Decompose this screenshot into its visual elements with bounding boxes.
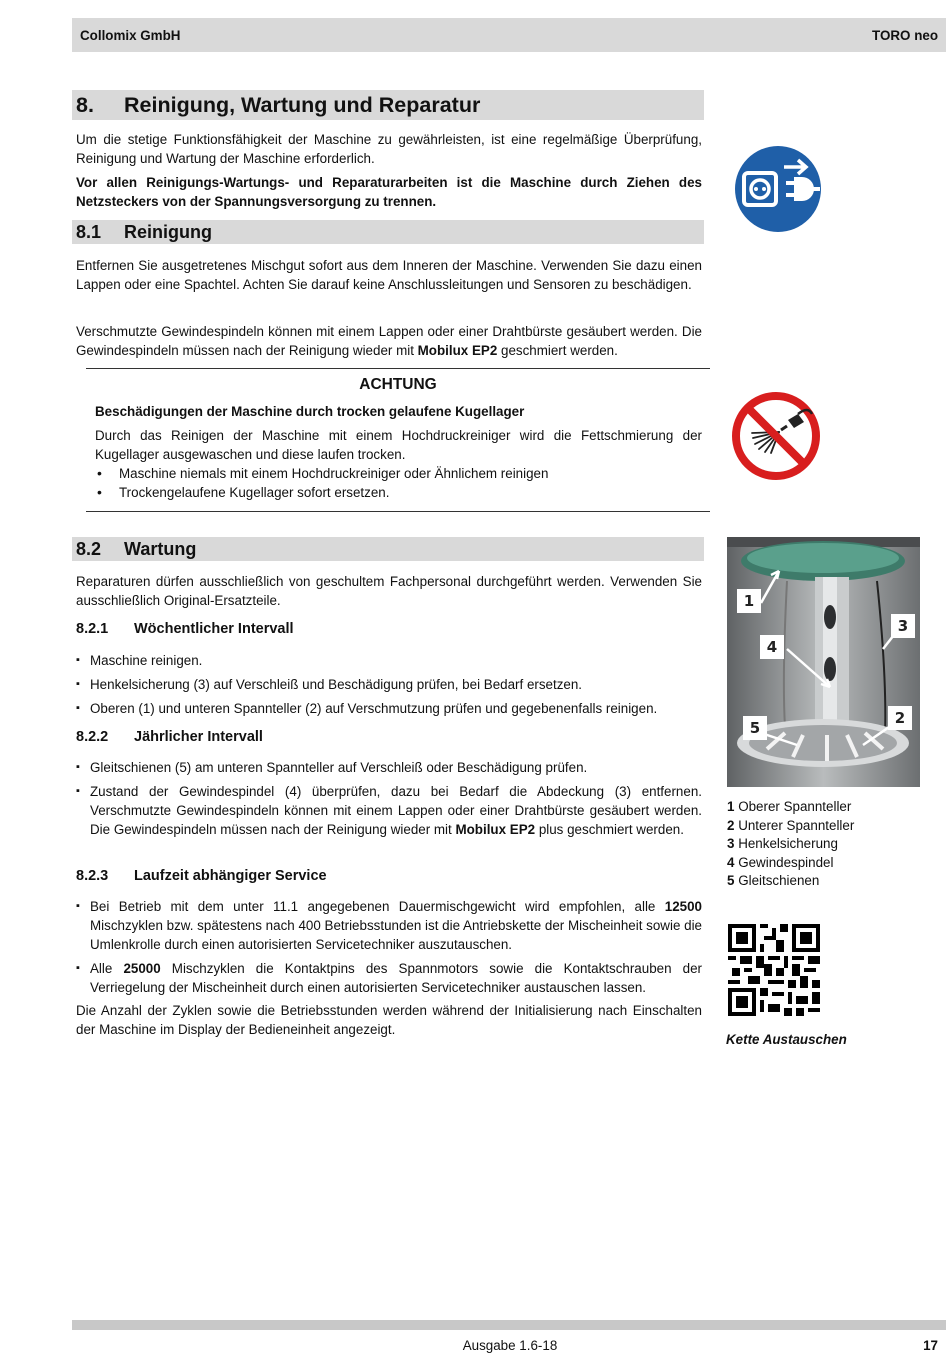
section-8-1-heading — [72, 220, 704, 244]
list-item: ▪ Henkelsicherung (3) auf Verschleiß und Beschädigung prüfen, bei Bedarf ersetzen. — [76, 675, 702, 694]
footer-bar — [72, 1320, 946, 1330]
unplug-mandatory-icon — [732, 143, 824, 235]
list-item: ▪ Alle 25000 Mischzyklen die Kontaktpins des Spannmotors sowie die Kontaktschrauben der Verriegelung der Mischeinheit durch einen autorisierten Servicetechniker austauschen lassen. — [76, 959, 702, 997]
lubricant-name: Mobilux EP2 — [455, 822, 536, 837]
cycle-count: 25000 — [123, 961, 161, 976]
list-item: ▪ Bei Betrieb mit dem unter 11.1 angegebenen Dauermischgewicht wird empfohlen, alle 12500 Mischzyklen bzw. spätestens nach 400 Betriebsstunden ist die Antriebskette der Mischeinheit sowie die Umlenkrolle durch einen autorisierten Servicetechniker auszutauschen. — [76, 897, 702, 954]
photo-legend — [727, 798, 854, 891]
machine-photo — [727, 537, 920, 787]
photo-label-3: 3 — [891, 614, 915, 638]
section-title: Laufzeit abhängiger Service — [134, 868, 327, 884]
qr-caption: Kette Austauschen — [726, 1032, 847, 1047]
section-8-1-para2: Verschmutzte Gewindespindeln können mit einem Lappen oder einer Drahtbürste gesäubert werden. Die Gewindespindeln müssen nach der Reinigung wieder mit Mobilux EP2 geschmiert werden. — [76, 324, 702, 358]
warning-title: ACHTUNG — [359, 376, 437, 393]
section-number: 8.1 — [76, 222, 102, 242]
no-pressure-washer-icon — [730, 390, 822, 482]
section-8-1-para1: Entfernen Sie ausgetretenes Mischgut sofort aus dem Inneren der Maschine. Verwenden Sie dazu einen Lappen oder eine Spachtel. Achten Sie darauf keine Anschlussleitungen und Sensoren zu beschädigen. — [76, 258, 702, 292]
section-8-2-heading — [72, 537, 704, 561]
section-8-warning: Vor allen Reinigungs-Wartungs- und Reparaturarbeiten ist die Maschine durch Ziehen des Netzsteckers von der Spannungsversorgung zu trennen. — [76, 175, 702, 209]
section-8-heading — [72, 90, 704, 120]
cycle-count: 12500 — [664, 899, 702, 914]
warning-top-rule — [86, 368, 710, 369]
list-item: ▪ Maschine reinigen. — [76, 651, 702, 670]
weekly-list — [76, 651, 702, 723]
header-bar — [72, 18, 946, 52]
service-list — [76, 897, 702, 1002]
section-number: 8.2.1 — [76, 621, 109, 637]
yearly-list — [76, 758, 702, 844]
lubricant-name: Mobilux EP2 — [417, 343, 498, 358]
section-title: Wöchentlicher Intervall — [134, 621, 294, 637]
section-number: 8. — [76, 93, 94, 117]
legend-item: 5 Gleitschienen — [727, 873, 820, 889]
header-product: TORO neo — [872, 28, 938, 43]
photo-label-4: 4 — [760, 635, 784, 659]
section-title: Jährlicher Intervall — [134, 729, 263, 745]
page-number: 17 — [923, 1338, 938, 1353]
section-title: Reinigung — [124, 222, 212, 242]
warning-text: Durch das Reinigen der Maschine mit einem Hochdruckreiniger wird die Fettschmierung der Kugellager ausgewaschen und diese laufen trocken. — [95, 428, 702, 462]
section-number: 8.2 — [76, 539, 102, 559]
section-number: 8.2.3 — [76, 868, 109, 884]
list-item: • Trockengelaufene Kugellager sofort ersetzen. — [95, 483, 702, 502]
section-8-intro: Um die stetige Funktionsfähigkeit der Maschine zu gewährleisten, ist eine regelmäßige Überprüfung, Reinigung und Wartung der Maschine erforderlich. — [76, 132, 702, 166]
qr-code-icon[interactable] — [728, 924, 820, 1016]
section-8-2-intro: Reparaturen dürfen ausschließlich von geschultem Fachpersonal durchgeführt werden. Verwenden Sie ausschließlich Original-Ersatzteile. — [76, 574, 702, 608]
section-title: Wartung — [124, 539, 197, 559]
legend-item: 3 Henkelsicherung — [727, 836, 838, 852]
legend-item: 1 Oberer Spannteller — [727, 799, 852, 814]
section-number: 8.2.2 — [76, 729, 109, 745]
photo-label-2: 2 — [888, 706, 912, 730]
photo-label-5: 5 — [743, 716, 767, 740]
photo-label-1: 1 — [737, 589, 761, 613]
service-closing: Die Anzahl der Zyklen sowie die Betriebsstunden werden während der Initialisierung nach Einschalten der Maschine im Display der Bedieneinheit angezeigt. — [76, 1003, 702, 1037]
list-item: ▪ Gleitschienen (5) am unteren Spannteller auf Verschleiß oder Beschädigung prüfen. — [76, 758, 702, 777]
section-title: Reinigung, Wartung und Reparatur — [124, 93, 481, 117]
warning-subtitle: Beschädigungen der Maschine durch trocken gelaufene Kugellager — [95, 404, 525, 419]
legend-item: 2 Unterer Spannteller — [727, 817, 855, 833]
list-item: ▪ Zustand der Gewindespindel (4) überprüfen, dazu bei Bedarf die Abdeckung (3) entfernen. Verschmutzte Gewindespindeln können mit einem Lappen oder einer Drahtbürste gesäubert werden. Die Gewindespindeln müssen nach der Reinigung wieder mit Mobilux EP2 plus geschmiert werden. — [76, 782, 702, 839]
legend-item: 4 Gewindespindel — [727, 854, 834, 870]
header-company: Collomix GmbH — [80, 28, 181, 43]
list-item: ▪ Oberen (1) und unteren Spannteller (2) auf Verschmutzung prüfen und gegebenenfalls reinigen. — [76, 699, 702, 718]
list-item: • Maschine niemals mit einem Hochdruckreiniger oder Ähnlichem reinigen — [95, 464, 702, 483]
footer-edition: Ausgabe 1.6-18 — [462, 1338, 558, 1353]
warning-bottom-rule — [86, 511, 710, 512]
warning-bullet-list — [95, 464, 702, 502]
